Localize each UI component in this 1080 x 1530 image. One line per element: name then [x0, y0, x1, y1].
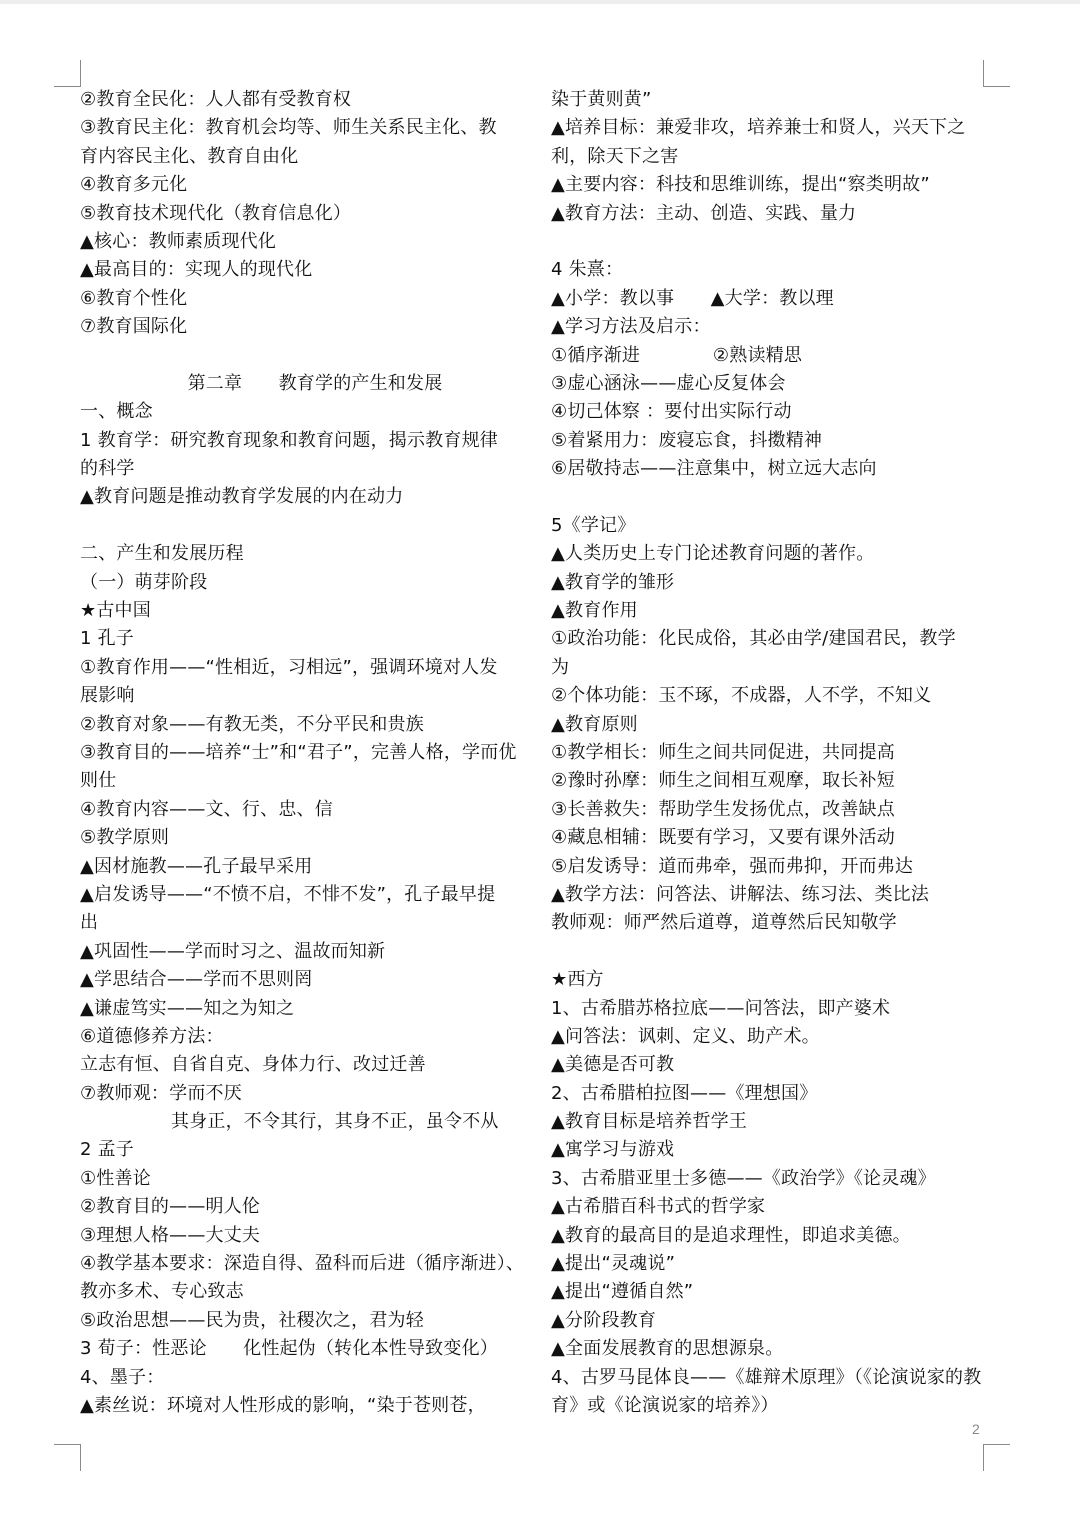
text-line: ⑤启发诱导：道而弗牵，强而弗抑，开而弗达 [551, 855, 914, 877]
text-line: ▲古希腊百科书式的哲学家 [551, 1196, 766, 1218]
text-line: ▲主要内容：科技和思维训练，提出“察类明故” [551, 174, 930, 196]
text-line: 出 [80, 912, 99, 934]
text-line: 3、古希腊亚里士多德——《政治学》《论灵魂》 [551, 1167, 936, 1189]
text-line: 为 [551, 656, 570, 678]
text-line: 5《学记》 [551, 514, 636, 536]
text-line: ④教育多元化 [80, 174, 188, 196]
right-text-column [551, 86, 1001, 1420]
text-line: ⑥道德修养方法： [80, 1025, 224, 1047]
text-line: ▲核心：教师素质现代化 [80, 230, 277, 252]
text-line: ▲人类历史上专门论述教育问题的著作。 [551, 543, 875, 565]
text-line: ③教育民主化：教育机会均等、师生关系民主化、教 [80, 117, 497, 139]
crop-mark-bottom-left [54, 1444, 81, 1471]
text-line: ▲提出“灵魂说” [551, 1253, 676, 1275]
text-line: ▲美德是否可教 [551, 1054, 675, 1076]
text-line: ⑤教学原则 [80, 827, 170, 849]
text-line: 2、古希腊柏拉图——《理想国》 [551, 1082, 818, 1104]
text-line: ②教育全民化：人人都有受教育权 [80, 89, 352, 110]
text-line: ▲素丝说：环境对人性形成的影响，“染于苍则苍， [80, 1394, 486, 1416]
text-line: ⑦教师观：学而不厌 [80, 1082, 242, 1104]
text-line: ⑥居敬持志——注意集中，树立远大志向 [551, 458, 877, 480]
text-line: ③理想人格——大丈夫 [80, 1224, 261, 1246]
text-line: 的科学 [80, 458, 135, 480]
text-line: 1 孔子 [80, 628, 134, 650]
text-line: ①教育作用——“性相近，习相远”，强调环境对人发 [80, 656, 498, 678]
text-line [80, 342, 530, 370]
text-line: ★西方 [551, 969, 604, 991]
text-line: ①性善论 [80, 1167, 151, 1189]
text-line: ④教育内容——文、行、忠、信 [80, 798, 333, 820]
text-line: ⑤政治思想——民为贵，社稷次之，君为轻 [80, 1309, 424, 1331]
text-line: 4 朱熹： [551, 259, 624, 281]
text-line: ②教育目的——明人伦 [80, 1196, 261, 1218]
text-line: ▲最高目的：实现人的现代化 [80, 259, 313, 281]
chapter-heading: 第二章 教育学的产生和发展 [187, 372, 443, 394]
crop-mark-bottom-right [983, 1444, 1010, 1471]
text-line: 1、古希腊苏格拉底——问答法，即产婆术 [551, 997, 891, 1019]
text-line: ④切己体察 ：要付出实际行动 [551, 401, 792, 423]
text-line: 二、产生和发展历程 [80, 543, 244, 565]
text-line: 一、概念 [80, 401, 153, 423]
text-line: ▲问答法：讽刺、定义、助产术。 [551, 1025, 820, 1047]
text-line: ▲培养目标：兼爱非攻，培养兼士和贤人，兴天下之 [551, 117, 966, 139]
text-line: ▲教育的最高目的是追求理性，即追求美德。 [551, 1224, 911, 1246]
text-line: ⑦教育国际化 [80, 316, 188, 338]
text-line: ▲教育问题是推动教育学发展的内在动力 [80, 486, 404, 508]
text-line: ①教学相长：师生之间共同促进，共同提高 [551, 741, 895, 763]
page-number: 2 [972, 1421, 980, 1437]
text-line: （一）萌芽阶段 [80, 571, 208, 593]
text-line: 育》或《论演说家的培养》） [551, 1394, 779, 1416]
text-line [551, 483, 1001, 511]
text-line: ▲小学：教以事 ▲大学：教以理 [551, 287, 834, 309]
text-line [551, 228, 1001, 256]
crop-mark-top-right [983, 60, 1010, 87]
text-line: ★古中国 [80, 600, 151, 622]
page-top-edge [0, 0, 1080, 4]
text-line: ③长善救失：帮助学生发扬优点，改善缺点 [551, 798, 895, 820]
text-line: ▲启发诱导——“不愤不启，不悱不发”，孔子最早提 [80, 883, 496, 905]
text-line: 4、墨子： [80, 1366, 165, 1388]
text-line: 则仕 [80, 770, 117, 792]
text-line: ▲分阶段教育 [551, 1309, 657, 1331]
text-line: ③教育目的——培养“士”和“君子”，完善人格，学而优 [80, 741, 517, 763]
text-line: ▲教育方法：主动、创造、实践、量力 [551, 202, 857, 224]
text-line: 3 荀子：性恶论 化性起伪（转化本性导致变化） [80, 1338, 498, 1360]
text-line: 立志有恒、自省自克、身体力行、改过迁善 [80, 1054, 426, 1076]
text-line: ▲寓学习与游戏 [551, 1139, 675, 1161]
text-line: 4、古罗马昆体良——《雄辩术原理》（《论演说家的教 [551, 1366, 982, 1388]
text-line: ②教育对象——有教无类，不分平民和贵族 [80, 713, 424, 735]
text-line: ▲因材施教——孔子最早采用 [80, 855, 313, 877]
text-line: ⑥教育个性化 [80, 287, 188, 309]
text-line: ②豫时孙摩：师生之间相互观摩，取长补短 [551, 770, 895, 792]
text-line: ▲提出“遵循自然” [551, 1281, 694, 1303]
text-line: ▲学习方法及启示： [551, 316, 711, 338]
text-line: 展影响 [80, 685, 135, 707]
text-line: 育内容民主化、教育自由化 [80, 145, 299, 167]
text-line [551, 938, 1001, 966]
text-line: ▲学思结合——学而不思则罔 [80, 969, 313, 991]
text-line: ⑤教育技术现代化（教育信息化） [80, 202, 352, 224]
text-line: ▲巩固性——学而时习之、温故而知新 [80, 940, 386, 962]
text-line: ▲教育原则 [551, 713, 638, 735]
text-line: 其身正，不令其行，其身不正，虽令不从 [80, 1111, 499, 1133]
text-line: ▲谦虚笃实——知之为知之 [80, 997, 295, 1019]
text-line: 1 教育学：研究教育现象和教育问题，揭示教育规律 [80, 429, 498, 451]
text-line: ①政治功能：化民成俗，其必由学/建国君民，教学 [551, 628, 956, 650]
text-line: ④教学基本要求：深造自得、盈科而后进（循序渐进）、 [80, 1253, 525, 1275]
text-line: 教亦多术、专心致志 [80, 1281, 244, 1303]
text-line: ▲全面发展教育的思想源泉。 [551, 1338, 784, 1360]
text-line [80, 512, 530, 540]
crop-mark-top-left [54, 60, 81, 87]
text-line: ③虚心涵泳——虚心反复体会 [551, 372, 786, 394]
text-line: 利，除天下之害 [551, 145, 679, 167]
text-line: ▲教育作用 [551, 600, 638, 622]
text-line: ▲教育学的雏形 [551, 571, 675, 593]
text-line: ⑤着紧用力：废寝忘食，抖擞精神 [551, 429, 823, 451]
text-line: 染于黄则黄” [551, 89, 652, 110]
text-line: 2 孟子 [80, 1139, 134, 1161]
text-line: ▲教学方法：问答法、讲解法、练习法、类比法 [551, 883, 930, 905]
text-line: ②个体功能：玉不琢，不成器，人不学，不知义 [551, 685, 932, 707]
text-line: 教师观：师严然后道尊，道尊然后民知敬学 [551, 912, 897, 934]
text-line: ①循序渐进 ②熟读精思 [551, 344, 803, 366]
left-text-column [80, 86, 530, 1420]
text-line: ▲教育目标是培养哲学王 [551, 1111, 748, 1133]
text-line: ④藏息相辅：既要有学习，又要有课外活动 [551, 827, 895, 849]
